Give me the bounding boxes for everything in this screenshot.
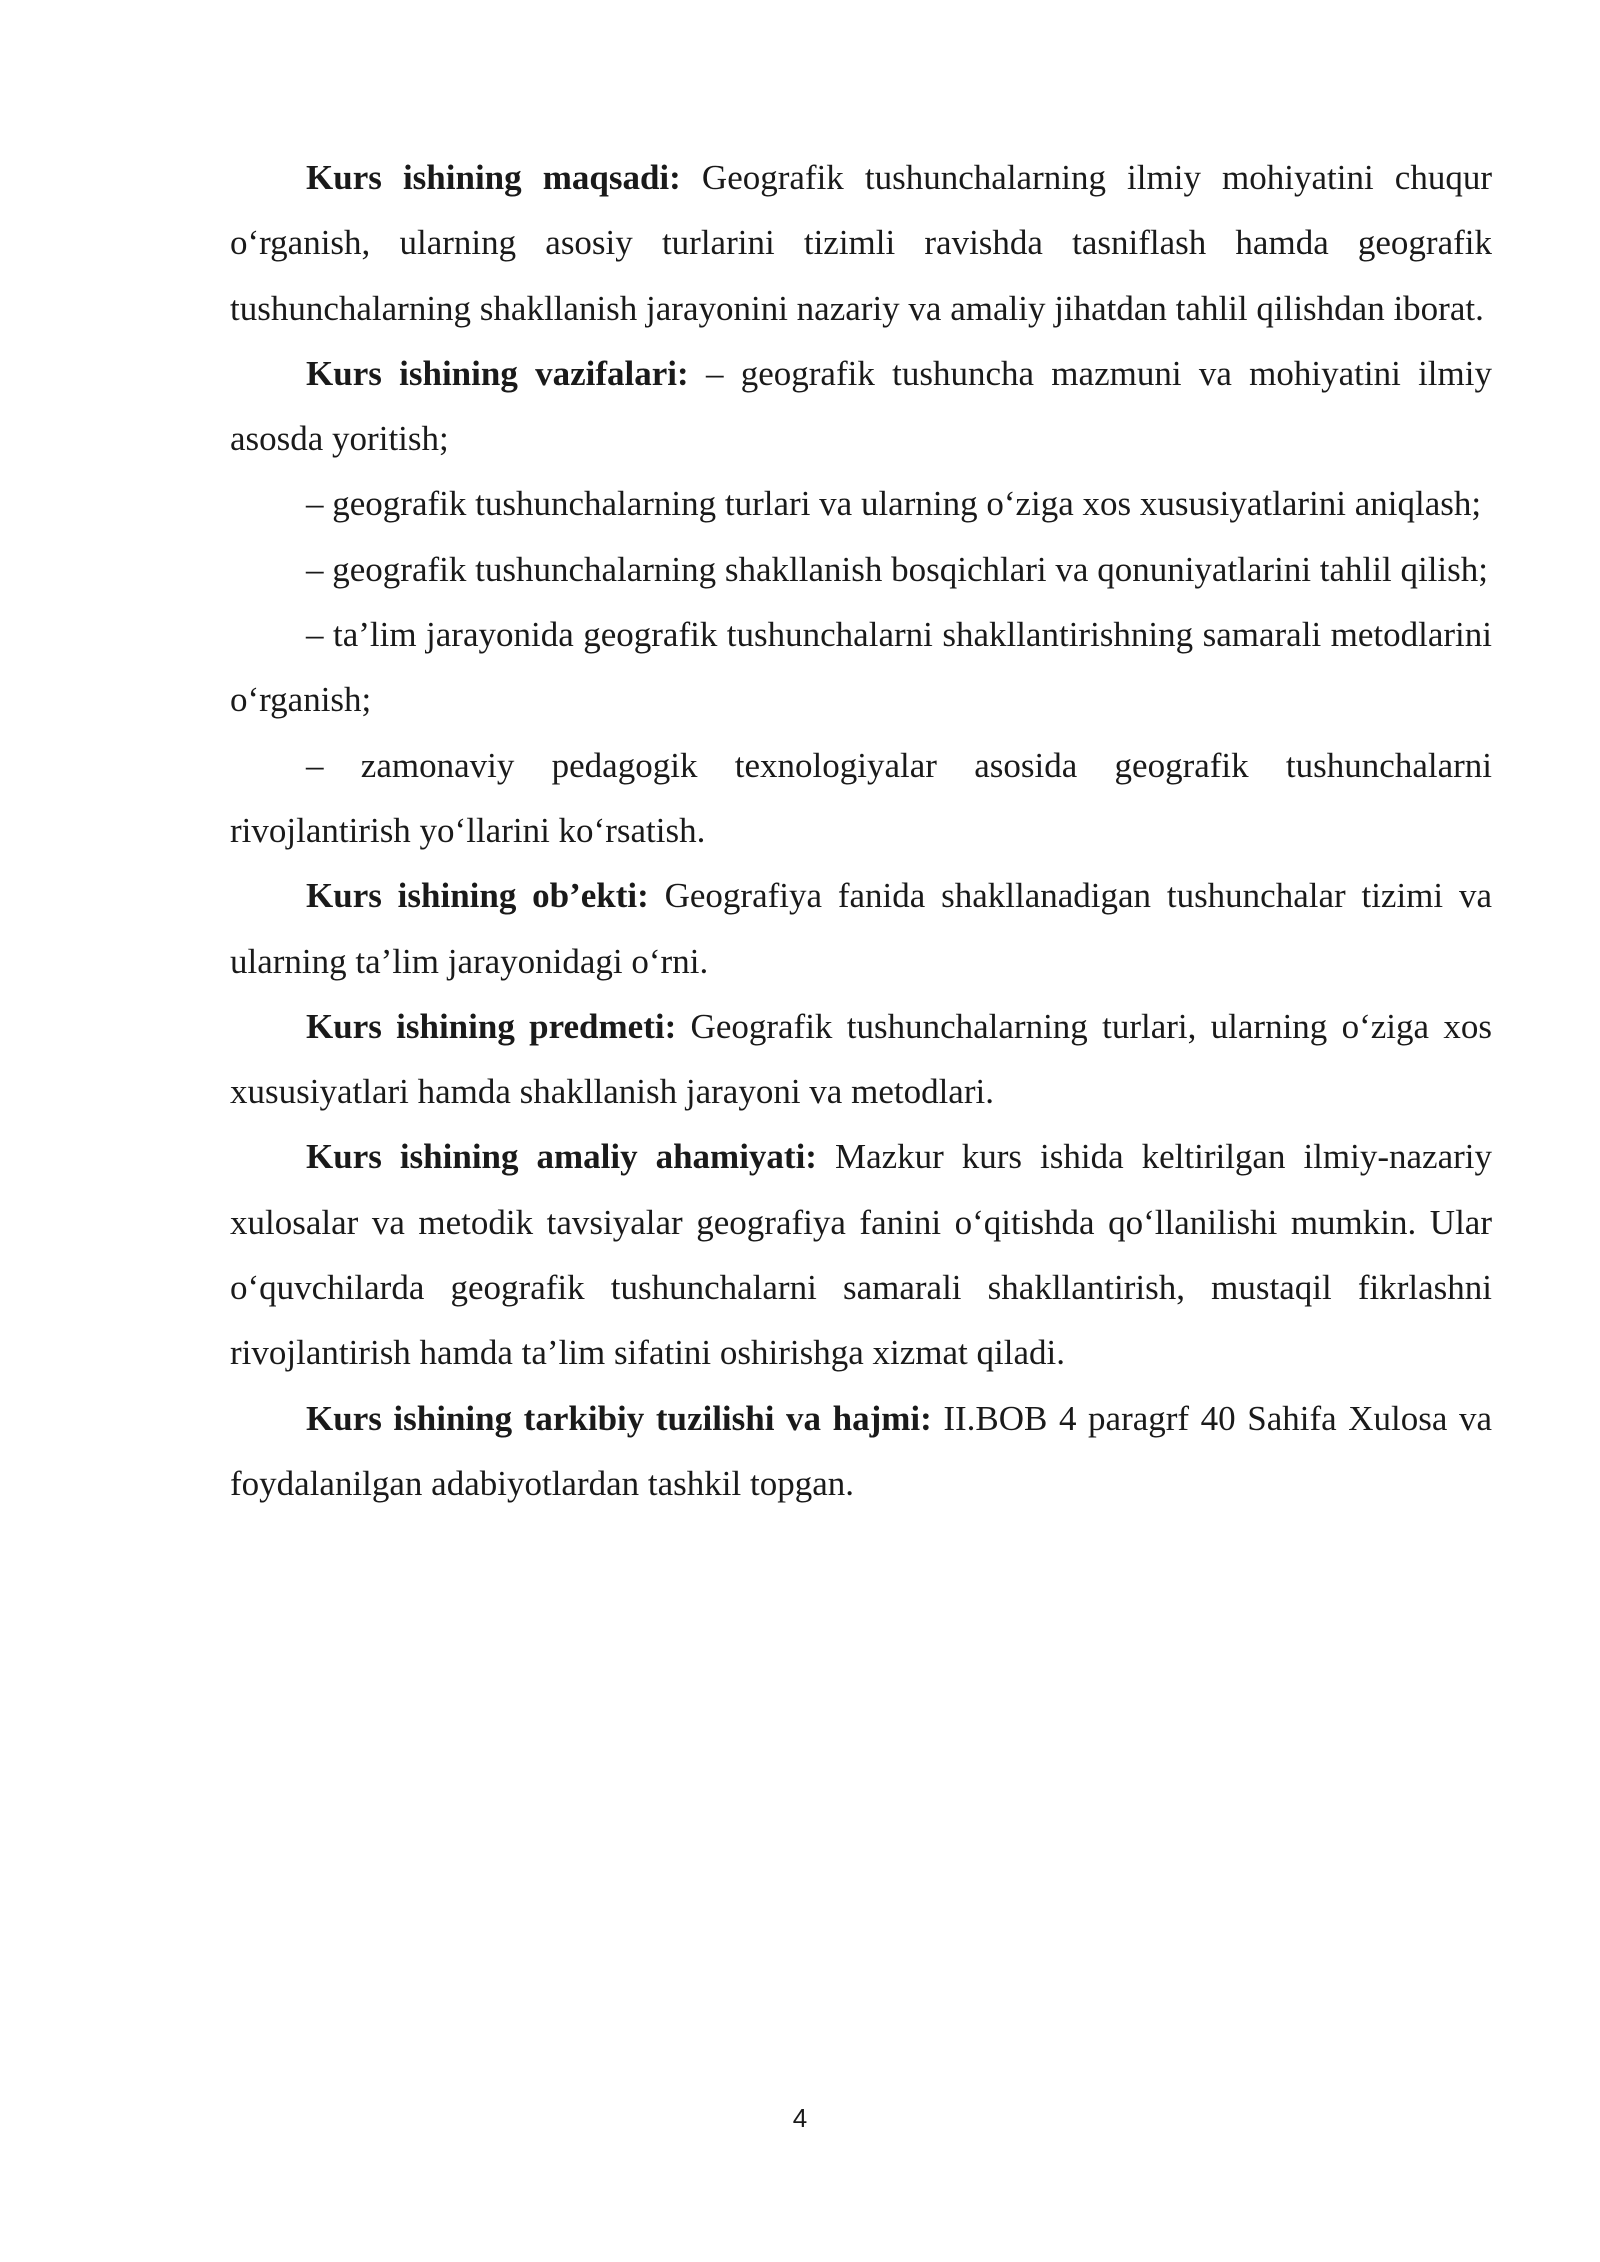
paragraph-text: – geografik tushunchalarning turlari va ularning o‘ziga xos xususiyatlarini aniqlash; [306,484,1482,524]
paragraph-obekti [230,863,1492,994]
paragraph-heading: Kurs ishining ob’ekti: [306,876,649,916]
paragraph-vazifalari [230,341,1492,472]
paragraph-heading: Kurs ishining vazifalari: [306,353,689,393]
paragraph-text: II.BOB 4 paragrf 40 Sahifa Xulosa va foydalanilgan adabiyotlardan tashkil topgan. [230,1398,1492,1503]
paragraph-tarkibiy-tuzilishi [230,1386,1492,1517]
list-item-task [230,733,1492,864]
paragraph-text: Geografik tushunchalarning turlari, ularning o‘ziga xos xususiyatlari hamda shakllanish jarayoni va metodlari. [230,1006,1492,1112]
paragraph-text: Mazkur kurs ishida keltirilgan ilmiy-nazariy xulosalar va metodik tavsiyalar geografiya fanini o‘qitishda qo‘llanilishi mumkin. Ular o‘quvchilarda geografik tushunchalarni samarali shakllantirish, mustaqil fikrlashni rivojlantirish hamda ta’lim sifatini oshirishga xizmat qiladi. [230,1137,1492,1373]
paragraph-amaliy-ahamiyati [230,1124,1492,1385]
paragraph-text: Geografiya fanida shakllanadigan tushunchalar tizimi va ularning ta’lim jarayonidagi o‘rni. [230,876,1492,981]
list-item-task [230,537,1492,602]
paragraph-text: – geografik tushunchalarning shakllanish bosqichlari va qonuniyatlarini tahlil qilish; [306,549,1488,589]
paragraph-predmeti [230,994,1492,1125]
list-item-task [230,602,1492,733]
paragraph-maqsadi [230,145,1492,341]
paragraph-text: – ta’lim jarayonida geografik tushunchalarni shakllantirishning samarali metodlarini o‘rganish; [230,615,1492,720]
paragraph-text: Geografik tushunchalarning ilmiy mohiyatini chuqur o‘rganish, ularning asosiy turlarini tizimli ravishda tasniflash hamda geografik tushunchalarning shakllanish jarayonini nazariy va amaliy jihatdan tahlil qilishdan iborat. [230,158,1492,328]
paragraph-text: – geografik tushuncha mazmuni va mohiyatini ilmiy asosda yoritish; [230,353,1492,459]
list-item-task [230,471,1492,536]
paragraph-heading: Kurs ishining predmeti: [306,1006,677,1046]
paragraph-heading: Kurs ishining maqsadi: [306,158,681,197]
paragraph-heading: Kurs ishining amaliy ahamiyati: [306,1137,817,1177]
page-number: 4 [792,2103,808,2133]
paragraph-heading: Kurs ishining tarkibiy tuzilishi va hajmi: [306,1398,932,1438]
document-body [230,145,1492,1516]
paragraph-text: – zamonaviy pedagogik texnologiyalar asosida geografik tushunchalarni rivojlantirish yo‘llarini ko‘rsatish. [230,745,1492,850]
